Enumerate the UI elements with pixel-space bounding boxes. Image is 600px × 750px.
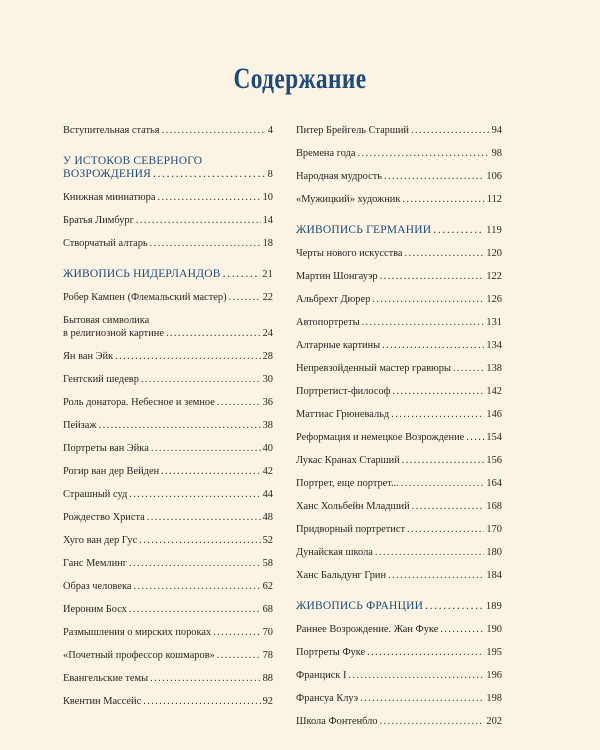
toc-entry[interactable]	[296, 431, 502, 444]
dot-leader	[229, 291, 261, 304]
dot-leader	[129, 488, 260, 501]
toc-entry-label: Роль донатора. Небесное и земное	[63, 397, 215, 408]
dot-leader	[143, 695, 260, 708]
dot-leader	[407, 523, 484, 536]
dot-leader	[411, 124, 490, 137]
toc-entry-label: Ханс Хольбейн Младший	[296, 501, 410, 512]
toc-entry-label: Ханс Бальдунг Грин	[296, 570, 387, 581]
toc-entry[interactable]	[63, 291, 273, 304]
dot-leader	[405, 247, 485, 260]
dot-leader	[151, 442, 261, 455]
toc-entry-page-number: 36	[262, 397, 273, 408]
toc-entry[interactable]	[296, 669, 502, 682]
dot-leader	[166, 327, 261, 340]
dot-leader	[401, 477, 485, 490]
section-gap	[63, 260, 273, 268]
toc-entry[interactable]	[63, 124, 273, 137]
toc-entry-label: Иероним Босх	[63, 604, 127, 615]
toc-entry[interactable]	[296, 646, 502, 659]
toc-entry-label: Школа Фонтенбло	[296, 716, 378, 727]
toc-entry[interactable]	[63, 373, 273, 386]
toc-column-left	[63, 124, 273, 718]
toc-entry-label: Автопортреты	[296, 317, 360, 328]
toc-entry-line2	[63, 168, 273, 181]
dot-leader	[367, 646, 484, 659]
toc-entry-page-number: 154	[486, 432, 502, 443]
toc-entry-page-number: 190	[486, 624, 502, 635]
toc-entry-label: Реформация и немецкое Возрождение	[296, 432, 465, 443]
dot-leader	[99, 419, 261, 432]
page-title: Содержание	[233, 62, 367, 95]
toc-entry-label: ВОЗРОЖДЕНИЯ	[63, 168, 151, 180]
toc-entry-label: Портреты Фуке	[296, 647, 366, 658]
toc-entry-page-number: 106	[486, 171, 502, 182]
toc-entry-page-number: 168	[486, 501, 502, 512]
dot-leader	[372, 293, 484, 306]
dot-leader	[133, 580, 260, 593]
toc-entry-label: Створчатый алтарь	[63, 238, 148, 249]
toc-entry-page-number: 70	[262, 627, 273, 638]
toc-entry[interactable]	[296, 147, 502, 160]
toc-entry-page-number: 88	[262, 673, 273, 684]
toc-entry-page-number: 134	[486, 340, 502, 351]
dot-leader	[388, 569, 484, 582]
toc-entry[interactable]	[63, 191, 273, 204]
toc-entry-page-number: 146	[486, 409, 502, 420]
toc-entry-label: Страшный суд	[63, 489, 128, 500]
toc-entry-label-line1: У ИСТОКОВ СЕВЕРНОГО	[63, 155, 203, 167]
toc-entry-label-line1: Бытовая символика	[63, 315, 150, 326]
toc-entry-line2	[63, 327, 273, 340]
toc-entry-page-number: 120	[486, 248, 502, 259]
toc-entry-page-number: 14	[262, 215, 273, 226]
dot-leader	[433, 224, 484, 237]
toc-section-heading[interactable]	[296, 224, 502, 237]
toc-entry-label: «Почетный профессор кошмаров»	[63, 650, 215, 661]
toc-entry-label: Народная мудрость	[296, 171, 382, 182]
toc-entry-page-number: 24	[262, 328, 273, 339]
toc-entry-label: Рогир ван дер Вейден	[63, 466, 160, 477]
toc-entry[interactable]	[63, 214, 273, 227]
toc-entry[interactable]	[63, 603, 273, 616]
toc-entry-page-number: 48	[262, 512, 273, 523]
toc-entry-label: Братья Лимбург	[63, 215, 134, 226]
toc-entry-label: Портреты ван Эйка	[63, 443, 149, 454]
toc-entry-page-number: 28	[262, 351, 273, 362]
toc-entry[interactable]	[296, 247, 502, 260]
dot-leader	[139, 534, 260, 547]
toc-entry[interactable]	[63, 442, 273, 455]
dot-leader	[402, 193, 484, 206]
dot-leader	[217, 649, 261, 662]
toc-entry-page-number: 180	[486, 547, 502, 558]
toc-entry[interactable]	[63, 672, 273, 685]
dot-leader	[213, 626, 260, 639]
toc-entry[interactable]	[63, 350, 273, 363]
toc-entry[interactable]	[296, 408, 502, 421]
toc-entry[interactable]	[296, 523, 502, 536]
toc-entry-page-number: 184	[486, 570, 502, 581]
toc-entry-page-number: 78	[262, 650, 273, 661]
dot-leader	[136, 214, 261, 227]
toc-entry-page-number: 30	[262, 374, 273, 385]
toc-entry-page-number: 202	[486, 716, 502, 727]
toc-entry-label: Портретист-философ	[296, 386, 391, 397]
toc-entry[interactable]	[63, 580, 273, 593]
toc-entry-label: Маттиас Грюневальд	[296, 409, 390, 420]
toc-entry-label: Книжная миниатюра	[63, 192, 156, 203]
dot-leader	[129, 603, 261, 616]
dot-leader	[392, 385, 484, 398]
dot-leader	[362, 316, 485, 329]
dot-leader	[158, 191, 261, 204]
toc-entry-label: в религиозной картине	[63, 328, 164, 339]
toc-entry-label: Хуго ван дер Гус	[63, 535, 138, 546]
toc-entry-page-number: 156	[486, 455, 502, 466]
toc-entry-label: Франсуа Клуэ	[296, 693, 359, 704]
toc-entry-label: Ганс Мемлинг	[63, 558, 127, 569]
dot-leader	[348, 669, 484, 682]
dot-leader	[382, 339, 484, 352]
toc-section-heading[interactable]	[63, 155, 273, 181]
dot-leader	[162, 124, 266, 137]
dot-leader	[440, 623, 484, 636]
dot-leader	[150, 672, 261, 685]
toc-entry[interactable]	[296, 623, 502, 636]
toc-column-right	[296, 124, 502, 738]
toc-entry[interactable]	[296, 316, 502, 329]
toc-section-heading[interactable]	[63, 268, 273, 281]
toc-entry[interactable]	[296, 293, 502, 306]
toc-entry[interactable]	[63, 465, 273, 478]
toc-entry[interactable]	[63, 314, 273, 340]
toc-entry-page-number: 94	[491, 125, 502, 136]
toc-entry[interactable]	[63, 488, 273, 501]
toc-entry-page-number: 21	[262, 269, 273, 280]
dot-leader	[153, 168, 266, 181]
toc-entry-label: ЖИВОПИСЬ ГЕРМАНИИ	[296, 224, 432, 236]
dot-leader	[223, 268, 261, 281]
dot-leader	[358, 147, 490, 160]
toc-entry[interactable]	[63, 534, 273, 547]
toc-entry-page-number: 62	[262, 581, 273, 592]
toc-entry-label: Робер Кампен (Флемальский мастер)	[63, 292, 227, 303]
dot-leader	[384, 170, 484, 183]
toc-entry-page-number: 8	[267, 169, 273, 180]
toc-entry[interactable]	[296, 692, 502, 705]
toc-entry[interactable]	[63, 695, 273, 708]
dot-leader	[161, 465, 260, 478]
dot-leader	[217, 396, 261, 409]
toc-entry[interactable]	[296, 454, 502, 467]
toc-entry[interactable]	[296, 170, 502, 183]
toc-entry[interactable]	[296, 385, 502, 398]
toc-entry-page-number: 189	[485, 601, 502, 612]
toc-entry-label: Образ человека	[63, 581, 132, 592]
toc-entry-label: ЖИВОПИСЬ НИДЕРЛАНДОВ	[63, 268, 221, 280]
toc-entry-page-number: 52	[262, 535, 273, 546]
toc-entry-label: ЖИВОПИСЬ ФРАНЦИИ	[296, 600, 424, 612]
section-gap	[63, 147, 273, 155]
toc-entry-label: Евангельские темы	[63, 673, 149, 684]
toc-entry-page-number: 10	[262, 192, 273, 203]
toc-entry[interactable]	[296, 715, 502, 728]
toc-entry[interactable]	[296, 124, 502, 137]
toc-entry-page-number: 112	[486, 194, 502, 205]
toc-entry[interactable]	[63, 511, 273, 524]
toc-entry-label: Пейзаж	[63, 420, 97, 431]
toc-section-heading[interactable]	[296, 600, 502, 613]
dot-leader	[360, 692, 484, 705]
dot-leader	[453, 362, 484, 375]
dot-leader	[466, 431, 484, 444]
dot-leader	[150, 237, 261, 250]
toc-entry-page-number: 68	[262, 604, 273, 615]
toc-entry-page-number: 22	[262, 292, 273, 303]
toc-entry-label: Лукас Кранах Старший	[296, 455, 400, 466]
toc-entry[interactable]	[296, 569, 502, 582]
dot-leader	[412, 500, 485, 513]
toc-entry-page-number: 198	[486, 693, 502, 704]
toc-entry-page-number: 44	[262, 489, 273, 500]
toc-entry-page-number: 131	[486, 317, 502, 328]
toc-entry-page-number: 42	[262, 466, 273, 477]
toc-entry[interactable]	[296, 546, 502, 559]
dot-leader	[147, 511, 261, 524]
toc-entry[interactable]	[296, 193, 502, 206]
toc-entry-label: Алтарные картины	[296, 340, 381, 351]
toc-entry-label: Раннее Возрождение. Жан Фуке	[296, 624, 439, 635]
toc-entry-page-number: 122	[486, 271, 502, 282]
dot-leader	[141, 373, 261, 386]
toc-entry[interactable]	[63, 419, 273, 432]
toc-entry-page-number: 18	[262, 238, 273, 249]
toc-entry-label: Вступительная статья	[63, 125, 160, 136]
dot-leader	[380, 715, 485, 728]
dot-leader	[375, 546, 485, 559]
toc-entry-label: Придворный портретист	[296, 524, 406, 535]
section-gap	[296, 216, 502, 224]
toc-entry[interactable]	[296, 339, 502, 352]
toc-entry-label: Альбрехт Дюрер	[296, 294, 371, 305]
toc-entry-page-number: 142	[486, 386, 502, 397]
toc-entry-label: Размышления о мирских пороках	[63, 627, 212, 638]
toc-entry[interactable]	[63, 396, 273, 409]
toc-entry[interactable]	[63, 237, 273, 250]
toc-entry-label: Гентский шедевр	[63, 374, 139, 385]
toc-entry[interactable]	[63, 557, 273, 570]
section-gap	[296, 592, 502, 600]
toc-entry-page-number: 4	[267, 125, 273, 136]
toc-entry[interactable]	[296, 362, 502, 375]
toc-entry-label: Непревзойденный мастер гравюры	[296, 363, 451, 374]
toc-entry[interactable]	[63, 626, 273, 639]
toc-entry-label: Черты нового искусства	[296, 248, 403, 259]
toc-entry-label: Портрет, еще портрет...	[296, 478, 399, 489]
toc-entry[interactable]	[296, 270, 502, 283]
toc-entry-page-number: 195	[486, 647, 502, 658]
dot-leader	[391, 408, 484, 421]
toc-entry-label: Времена года	[296, 148, 356, 159]
toc-entry-page-number: 58	[262, 558, 273, 569]
toc-entry-page-number: 138	[486, 363, 502, 374]
toc-entry-label: Питер Брейгель Старший	[296, 125, 409, 136]
toc-entry[interactable]	[63, 649, 273, 662]
toc-entry-page-number: 164	[486, 478, 502, 489]
toc-entry-label: Франциск I	[296, 670, 347, 681]
toc-entry-label: Дунайская школа	[296, 547, 373, 558]
toc-entry-page-number: 98	[491, 148, 502, 159]
toc-entry-label: Квентин Массейс	[63, 696, 142, 707]
toc-entry[interactable]	[296, 500, 502, 513]
dot-leader	[129, 557, 261, 570]
dot-leader	[115, 350, 261, 363]
toc-entry-label: Мартин Шонгауэр	[296, 271, 378, 282]
toc-entry-label: Ян ван Эйк	[63, 351, 114, 362]
toc-entry-label: Рождество Христа	[63, 512, 145, 523]
dot-leader	[425, 600, 484, 613]
dot-leader	[380, 270, 485, 283]
toc-entry-page-number: 119	[486, 225, 502, 236]
toc-entry[interactable]	[296, 477, 502, 490]
toc-entry-page-number: 38	[262, 420, 273, 431]
toc-entry-page-number: 92	[262, 696, 273, 707]
toc-entry-page-number: 196	[486, 670, 502, 681]
toc-entry-page-number: 170	[486, 524, 502, 535]
toc-entry-page-number: 40	[262, 443, 273, 454]
dot-leader	[402, 454, 485, 467]
toc-entry-label: «Мужицкий» художник	[296, 194, 401, 205]
toc-entry-page-number: 126	[486, 294, 502, 305]
